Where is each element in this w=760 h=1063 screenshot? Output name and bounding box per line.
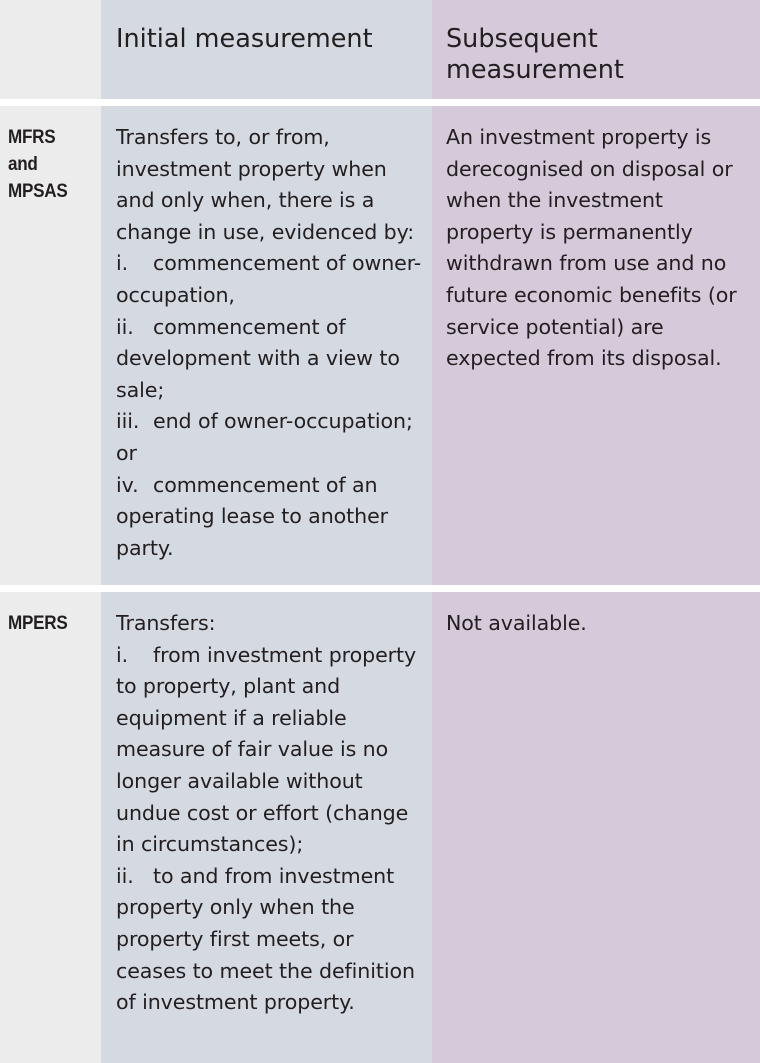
row-label-cell [0,106,101,585]
list-item [116,470,424,565]
row-label-line: MPSAS [8,181,68,202]
subsequent-text: An investment property is derecognised on disposal or when the investment property is permanently withdrawn from use and no future economic benefits (or service potential) are expected from its disposal. [446,125,737,371]
initial-intro: Transfers: [116,611,216,635]
initial-measurement-cell [101,106,432,585]
list-item-text: to and from investment property only when the property first meets, or ceases to meet the definition of investment property. [116,863,415,1015]
header-subsequent-cell [432,0,760,99]
header-label-cell [0,0,101,99]
row-label [8,610,92,637]
row-label-cell [0,592,101,1063]
row-label-line: and [8,154,38,175]
list-item-text: commencement of owner-occupation, [116,251,422,307]
list-item-number: iii. [116,409,140,434]
list-item-number: ii. [116,314,134,339]
list-item-number: i. [116,251,129,276]
initial-measurement-cell [101,592,432,1063]
row-label [8,124,92,205]
list-item-text: end of owner-occupation; or [116,409,413,465]
list-item-text: commencement of development with a view to sale; [116,314,400,402]
column-header-subsequent-measurement: Subsequent measurement [446,24,624,85]
subsequent-measurement-cell [432,592,760,1063]
initial-list [116,248,424,564]
list-item-number: i. [116,642,129,667]
list-item-number: iv. [116,472,139,497]
list-item [116,248,424,311]
subsequent-measurement-cell [432,106,760,585]
table-header-row [0,0,760,99]
list-item [116,312,424,407]
row-label-line: MFRS [8,127,56,148]
initial-list [116,640,424,1019]
subsequent-text: Not available. [446,611,587,635]
list-item-number: ii. [116,863,134,888]
column-header-initial-measurement: Initial measurement [116,24,373,54]
row-label-line: MPERS [8,613,68,634]
list-item [116,640,424,861]
header-initial-cell [101,0,432,99]
list-item-text: commencement of an operating lease to another party. [116,472,389,560]
initial-intro: Transfers to, or from, investment property when and only when, there is a change in use, evidenced by: [116,125,415,244]
table-row [0,592,760,1063]
list-item-text: from investment property to property, plant and equipment if a reliable measure of fair value is no longer available without undue cost or effort (change in circumstances); [116,642,417,857]
list-item [116,406,424,469]
table-row [0,106,760,585]
list-item [116,861,424,1019]
